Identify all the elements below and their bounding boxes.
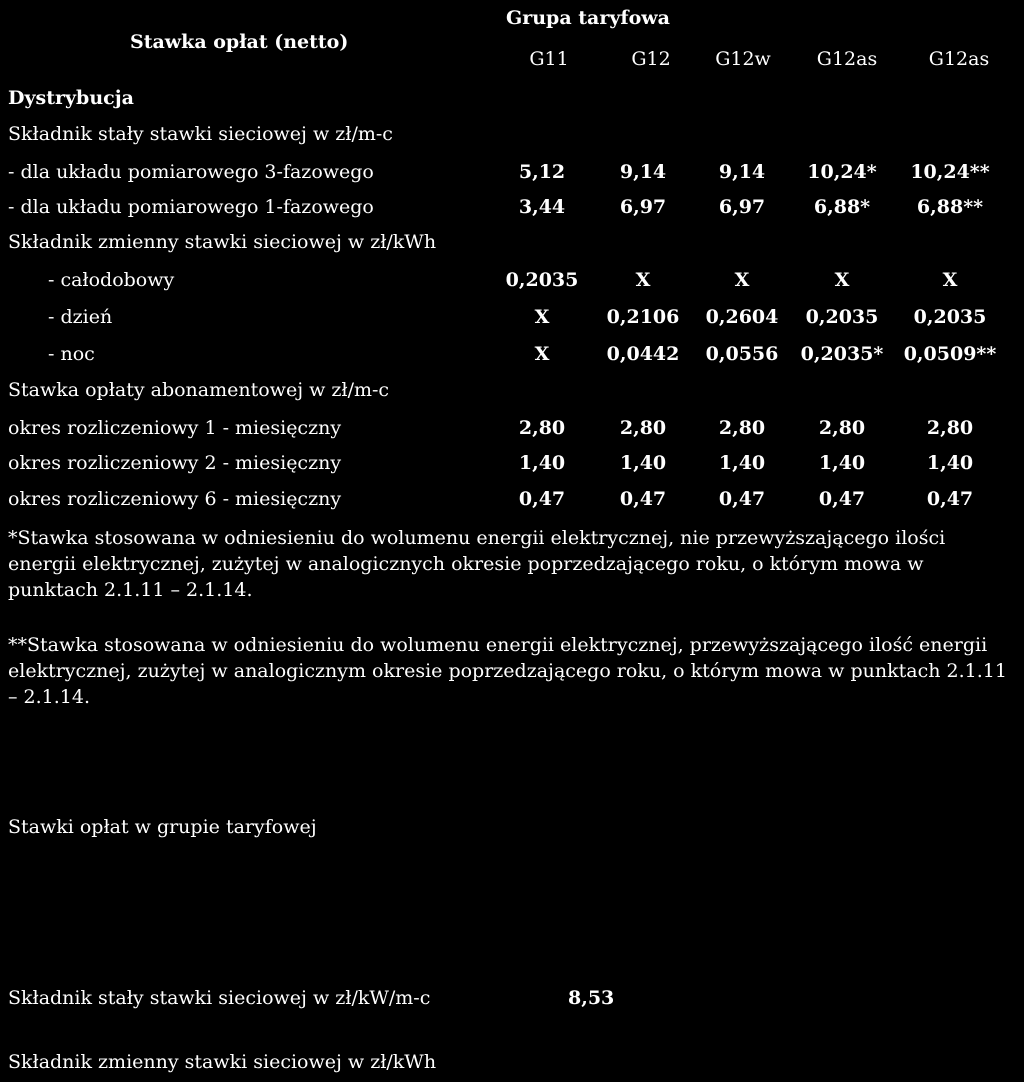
group-header: Grupa taryfowa bbox=[506, 7, 670, 29]
cell: 2,80 bbox=[718, 417, 766, 439]
cell: X bbox=[734, 269, 750, 291]
cell: 0,0442 bbox=[606, 343, 680, 365]
footnote-double: **Stawka stosowana w odniesieniu do wolumenu energii elektrycznej, przewyższającego ilość energii elektrycznej, zużytej w analogicznym okresie poprzedzającego roku, o którym mowa w punktach 2.1.11 – 2.1.14. bbox=[8, 634, 1007, 708]
variable-rate-label: Składnik zmienny stawki sieciowej w zł/kWh bbox=[8, 1051, 437, 1073]
cell: X bbox=[534, 343, 550, 365]
group-col-5: G12as bbox=[928, 48, 990, 70]
cell: 0,2035* bbox=[800, 343, 884, 365]
cell: 0,47 bbox=[518, 488, 566, 510]
cell: 3,44 bbox=[518, 196, 566, 218]
cell: X bbox=[834, 269, 850, 291]
cell: 5,12 bbox=[518, 161, 566, 183]
cell: 10,24** bbox=[910, 161, 990, 183]
cell: 1,40 bbox=[718, 452, 766, 474]
cell: 0,2035 bbox=[913, 306, 987, 328]
cell: 1,40 bbox=[518, 452, 566, 474]
cell: 2,80 bbox=[518, 417, 566, 439]
row-label: - dla układu pomiarowego 1-fazowego bbox=[8, 196, 374, 218]
row-label: okres rozliczeniowy 1 - miesięczny bbox=[8, 417, 342, 439]
cell: 6,88* bbox=[813, 196, 871, 218]
group-col-4: G12as bbox=[816, 48, 878, 70]
cell: 1,40 bbox=[818, 452, 866, 474]
cell: 0,2035 bbox=[805, 306, 879, 328]
cell: 6,88** bbox=[916, 196, 984, 218]
cell: 9,14 bbox=[619, 161, 667, 183]
cell: 2,80 bbox=[619, 417, 667, 439]
cell: 0,47 bbox=[926, 488, 974, 510]
row-label: okres rozliczeniowy 2 - miesięczny bbox=[8, 452, 342, 474]
cell: 0,47 bbox=[818, 488, 866, 510]
cell: 0,47 bbox=[619, 488, 667, 510]
fixed-rate-value: 8,53 bbox=[568, 987, 615, 1009]
cell: X bbox=[635, 269, 651, 291]
cell: 9,14 bbox=[718, 161, 766, 183]
cell: 1,40 bbox=[926, 452, 974, 474]
cell: 2,80 bbox=[926, 417, 974, 439]
rate-header: Stawka opłat (netto) bbox=[130, 31, 349, 53]
group-rates-label: Stawki opłat w grupie taryfowej bbox=[8, 816, 317, 838]
cell: X bbox=[942, 269, 958, 291]
cell: X bbox=[534, 306, 550, 328]
cell: 1,40 bbox=[619, 452, 667, 474]
row-label: Stawka opłaty abonamentowej w zł/m-c bbox=[8, 379, 390, 401]
section-title: Dystrybucja bbox=[8, 87, 134, 109]
row-label: Składnik stały stawki sieciowej w zł/m-c bbox=[8, 123, 393, 145]
cell: 6,97 bbox=[718, 196, 766, 218]
cell: 0,2604 bbox=[705, 306, 779, 328]
row-label: - dla układu pomiarowego 3-fazowego bbox=[8, 161, 374, 183]
group-col-2: G12 bbox=[631, 48, 671, 70]
cell: 2,80 bbox=[818, 417, 866, 439]
group-col-1: G11 bbox=[529, 48, 569, 70]
cell: 0,2106 bbox=[606, 306, 680, 328]
row-label: okres rozliczeniowy 6 - miesięczny bbox=[8, 488, 342, 510]
cell: 0,47 bbox=[718, 488, 766, 510]
group-col-3: G12w bbox=[715, 48, 771, 70]
row-label: Składnik zmienny stawki sieciowej w zł/kWh bbox=[8, 231, 437, 253]
cell: 10,24* bbox=[807, 161, 877, 183]
row-label: - noc bbox=[48, 343, 95, 365]
footnote-single: *Stawka stosowana w odniesieniu do wolumenu energii elektrycznej, nie przewyższającego ilości energii elektrycznej, zużytej w analogicznych okresie poprzedzającego roku, o którym mowa w punktach 2.1.11 – 2.1.14. bbox=[8, 527, 946, 601]
cell: 0,0556 bbox=[705, 343, 779, 365]
fixed-rate-label: Składnik stały stawki sieciowej w zł/kW/m-c bbox=[8, 987, 431, 1009]
cell: 0,2035 bbox=[505, 269, 579, 291]
row-label: - całodobowy bbox=[48, 269, 175, 291]
row-label: - dzień bbox=[48, 306, 113, 328]
cell: 0,0509** bbox=[903, 343, 997, 365]
cell: 6,97 bbox=[619, 196, 667, 218]
